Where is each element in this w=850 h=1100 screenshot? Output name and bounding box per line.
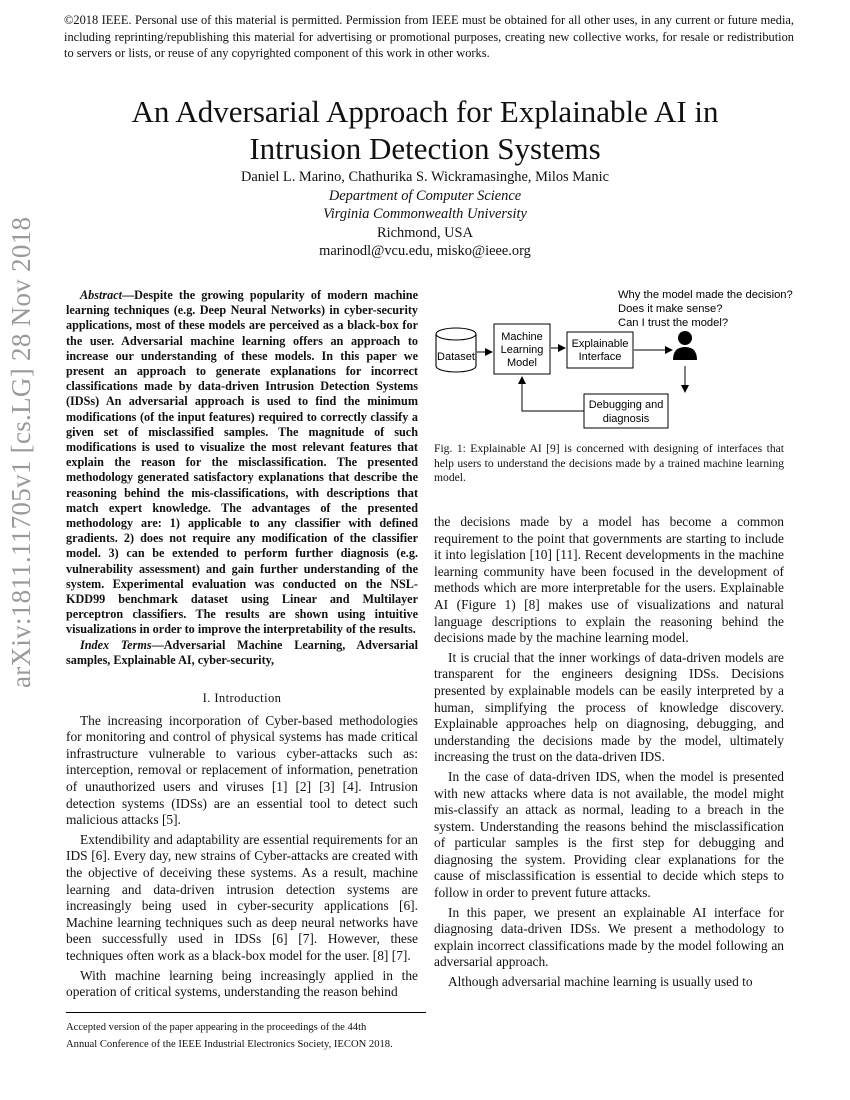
user-icon (673, 331, 697, 360)
title-line-2: Intrusion Detection Systems (249, 130, 601, 166)
figure-diagram (434, 284, 794, 444)
copyright-notice: ©2018 IEEE. Personal use of this material is permitted. Permission from IEEE must be obtained for all other uses, in any current or future media, including reprinting/republishing this material for advertising or promotional purposes, creating new collective works, for resale or redistribution to servers or lists, or reuse of any copyrighted component of this work in other works. (64, 13, 794, 60)
figure-question-2: Does it make sense? (618, 303, 723, 315)
model-label-line-3: Model (507, 357, 537, 369)
body-paragraph: the decisions made by a model has become a common requirement to the point that governments are starting to include it into legislation [10] [11]. Recent developments in the machine learning community have been focused in the development of methods which are more interpretable for the users. Explainable AI (Figure 1) [8] makes use of visualizations and natural language descriptions to explain the reasoning behind the decisions made by the machine learning model. (434, 514, 784, 646)
paper-title (60, 93, 790, 167)
figure-explainable-ai (434, 284, 794, 444)
section-heading-introduction: I. Introduction (202, 691, 282, 706)
title-line-1: An Adversarial Approach for Explainable AI in (131, 93, 719, 129)
body-paragraph: Extendibility and adaptability are essential requirements for an IDS [6]. Every day, new strains of Cyber-attacks are created with the objective of deceiving these systems. As a result, machine learning and data-driven intrusion detection systems are increasingly being used in cyber-security applications [6]. Machine learning techniques such as deep neural networks have been successfully used in IDSs [6] [7]. However, these techniques often work as a black-box model for the user. [8] [7]. (66, 831, 418, 963)
body-paragraph: With machine learning being increasingly applied in the operation of critical systems, understanding the reason behind (66, 967, 418, 1000)
body-paragraph: It is crucial that the inner workings of data-driven models are transparent for the engineers designing IDSs. Decisions presented by explainable models can be easily interpreted by a human, simplifying the process of knowledge discovery. Explainable approaches help on diagnosing, debugging, and understanding the decisions made by the model, ultimately increasing the trust on the data-driven IDS. (434, 649, 784, 765)
body-paragraph: The increasing incorporation of Cyber-based methodologies for monitoring and control of physical systems has made critical infrastructure vulnerable to various cyber-attacks such as: interception, removal or replacement of information, penetration of unauthorized users and viruses [1] [2] [3] [4]. Intrusion detection systems (IDSs) are an essential tool to detect such malicious attacks [5]. (66, 712, 418, 828)
index-terms-text: —Adversarial Machine Learning, Adversarial samples, Explainable AI, cyber-security, (66, 637, 418, 667)
dataset-cylinder-icon (436, 328, 476, 372)
footnote-divider (66, 1012, 426, 1013)
abstract-label: Abstract (80, 288, 122, 302)
author-names: Daniel L. Marino, Chathurika S. Wickramasinghe, Milos Manic (240, 169, 610, 185)
index-terms (66, 638, 418, 668)
model-label-line-2: Learning (500, 344, 544, 356)
index-terms-label: Index Terms (80, 637, 152, 652)
author-university: Virginia Commonwealth University (323, 206, 527, 222)
figure-caption: Fig. 1: Explainable AI [9] is concerned with designing of interfaces that help users to understand the decisions made by a trained machine learning model. (434, 442, 784, 485)
abstract (66, 288, 418, 638)
author-block (60, 168, 790, 261)
body-paragraph: In the case of data-driven IDS, when the model is presented with new attacks where data is not available, the model might mis-classify an attack as normal, leading to a breach in the system. Understanding the reasons behind the misclassification of particular samples is the first step for debugging and diagnosing the system. Providing clear explanations for the cause of misclassification is essential to decide which steps to follow in order to prevent future attacks. (434, 768, 784, 901)
left-column (66, 288, 418, 1004)
footnote-line-1: Accepted version of the paper appearing in the proceedings of the 44th (66, 1022, 367, 1033)
dataset-label: Dataset (437, 351, 475, 363)
footnote-line-2: Annual Conference of the IEEE Industrial Electronics Society, IECON 2018. (66, 1038, 393, 1050)
model-label-line-1: Machine (501, 331, 543, 343)
arxiv-stamp: arXiv:1811.11705v1 [cs.LG] 28 Nov 2018 (6, 216, 36, 688)
interface-label-line-1: Explainable (571, 338, 629, 350)
figure-question-3: Can I trust the model? (618, 317, 729, 329)
figure-question-1: Why the model made the decision? (618, 289, 793, 301)
footnote (66, 1020, 446, 1053)
body-paragraph: Although adversarial machine learning is usually used to (448, 974, 753, 990)
body-paragraph: In this paper, we present an explainable AI interface for diagnosing data-driven IDSs. We present a methodology to explain incorrect classifications made by the model following an adversarial approach. (434, 904, 784, 970)
author-location: Richmond, USA (377, 224, 473, 241)
right-column (434, 514, 784, 994)
debug-label-line-1: Debugging and (588, 399, 664, 411)
author-department: Department of Computer Science (328, 187, 522, 204)
author-emails: marinodl@vcu.edu, misko@ieee.org (319, 243, 531, 259)
debug-label-line-2: diagnosis (602, 413, 650, 425)
interface-label-line-2: Interface (578, 351, 622, 363)
abstract-text: —Despite the growing popularity of modern machine learning techniques (e.g. Deep Neural Networks) in cyber-security applications, most of these models are perceived as a black-box for the user. Adversarial machine learning offers an approach to increase our understanding of these models. In this paper we present an approach to generate explanations for incorrect classifications made by data-driven Intrusion Detection Systems (IDSs) An adversarial approach is used to find the minimum modifications (of the input features) required to correctly classify a given set of misclassified samples. The magnitude of such modifications is used to visualize the most relevant features that explain the reason for the misclassification. The presented methodology generated satisfactory explanations that describe the reasoning behind the mis-classifications, with descriptions that match expert knowledge. The advantages of the presented methodology are: 1) applicable to any classifier with defined gradients. 2) does not require any modification of the classifier model. 3) can be extended to perform further diagnosis (e.g. vulnerability assessment) and gain further understanding of the system. Experimental evaluation was conducted on the NSL-KDD99 benchmark dataset using Linear and Multilayer perceptron classifiers. The results are shown using intuitive visualizations in order to improve the interpretability of the results. (66, 288, 418, 637)
